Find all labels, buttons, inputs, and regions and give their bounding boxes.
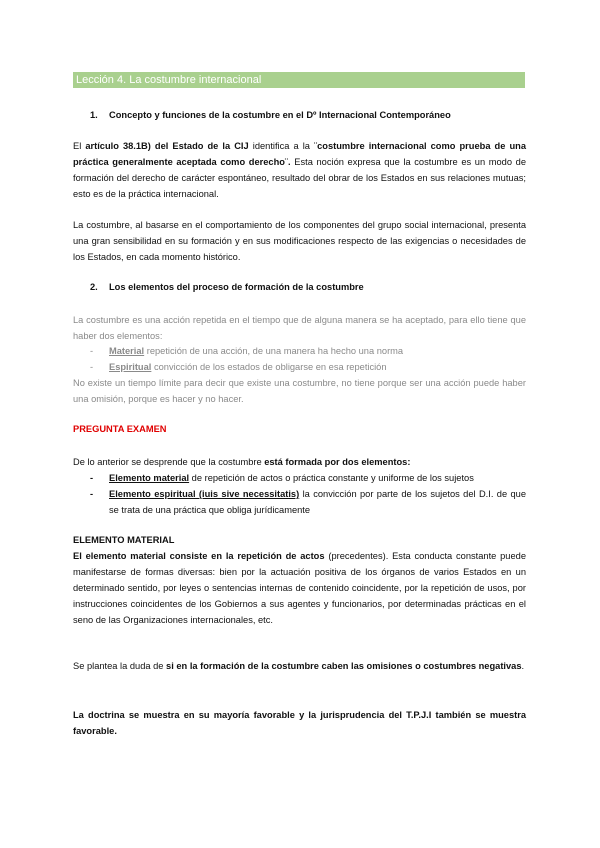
dash: - bbox=[90, 362, 94, 372]
dash: - bbox=[90, 489, 94, 499]
term-text: convicción de los estados de obligarse en esa repetición bbox=[151, 362, 387, 372]
grey-intro: La costumbre es una acción repetida en el tiempo que de alguna manera se ha aceptado, para ello tiene que haber dos elementos: bbox=[73, 315, 526, 341]
paragraph-sensitivity: La costumbre, al basarse en el comportamiento de los componentes del grupo social internacional, presenta una gran sensibilidad en su formación y en sus modificaciones respecto de las exigencias o necesidades de los Estados, en cada momento histórico. bbox=[73, 220, 526, 262]
term-espiritual: Espiritual bbox=[109, 362, 152, 372]
section-1-title: Concepto y funciones de la costumbre en el Dº Internacional Contemporáneo bbox=[109, 110, 451, 120]
para1-mid: identifica a la bbox=[248, 141, 315, 151]
paragraph-material-element bbox=[73, 548, 526, 628]
para1-pre: El bbox=[73, 141, 86, 151]
exam-question-label: PREGUNTA EXAMEN bbox=[73, 424, 167, 434]
para3-bold: está formada por dos elementos: bbox=[264, 457, 411, 467]
para4-text: (precedentes). Esta conducta constante puede manifestarse de formas diversas: bien por la actuación positiva de los órganos de varios Estados en un determinado sentido, por leyes o sentencias internas de contenido coincidente, por la repetición de usos, por instrucciones coincidentes de los Gobiernos a sus agentes y funcionarios, por determinadas prácticas en el seno de las Organizaciones internacionales, etc. bbox=[73, 551, 526, 625]
dash: - bbox=[90, 473, 94, 483]
para1-bold-article: artículo 38.1B) del Estado de la CIJ bbox=[85, 141, 249, 151]
para5-post: . bbox=[521, 661, 525, 671]
paragraph-two-elements bbox=[73, 454, 526, 470]
dash: - bbox=[90, 346, 94, 356]
para5-pre: Se plantea la duda de bbox=[73, 661, 167, 671]
section-1-number: 1. bbox=[90, 110, 98, 120]
term-espiritual-element: Elemento espiritual (iuis sive necessitatis) bbox=[109, 489, 300, 499]
para4-bold: El elemento material consiste en la repetición de actos bbox=[73, 551, 325, 561]
paragraph-article-38 bbox=[73, 138, 526, 202]
para1-post: Esta noción expresa que la costumbre es un modo de formación del derecho de carácter espontáneo, resultado del obrar de los Estados en sus relaciones mutuas; esto es de la práctica internacional. bbox=[73, 157, 527, 199]
lesson-title-bar bbox=[73, 72, 525, 88]
lesson-title: Lección 4. La costumbre internacional bbox=[76, 74, 262, 86]
term-text: de repetición de actos o práctica constante y uniforme de los sujetos bbox=[189, 473, 474, 483]
section-2-title: Los elementos del proceso de formación de la costumbre bbox=[109, 282, 364, 292]
grey-outro: No existe un tiempo límite para decir que existe una costumbre, no tiene porque ser una acción puede haber una omisión, porque es hacer y no hacer. bbox=[73, 378, 526, 404]
term-text: la convicción por parte de los sujetos del D.I. de que se trata de una práctica que obliga jurídicamente bbox=[109, 489, 527, 515]
para3-pre: De lo anterior se desprende que la costumbre bbox=[73, 457, 265, 467]
term-material: Material bbox=[109, 346, 145, 356]
material-heading: ELEMENTO MATERIAL bbox=[73, 535, 175, 545]
para5-bold: si en la formación de la costumbre caben las omisiones o costumbres negativas bbox=[166, 661, 522, 671]
term-material-element: Elemento material bbox=[109, 473, 190, 483]
section-2-number: 2. bbox=[90, 282, 98, 292]
term-text: repetición de una acción, de una manera ha hecho una norma bbox=[144, 346, 404, 356]
para1-bold-definition: ¨costumbre internacional como prueba de una práctica generalmente aceptada como derecho¨. bbox=[73, 141, 526, 167]
paragraph-doctrine: La doctrina se muestra en su mayoría favorable y la jurisprudencia del T.P.J.I también se muestra favorable. bbox=[73, 710, 526, 736]
paragraph-omissions bbox=[73, 658, 526, 674]
